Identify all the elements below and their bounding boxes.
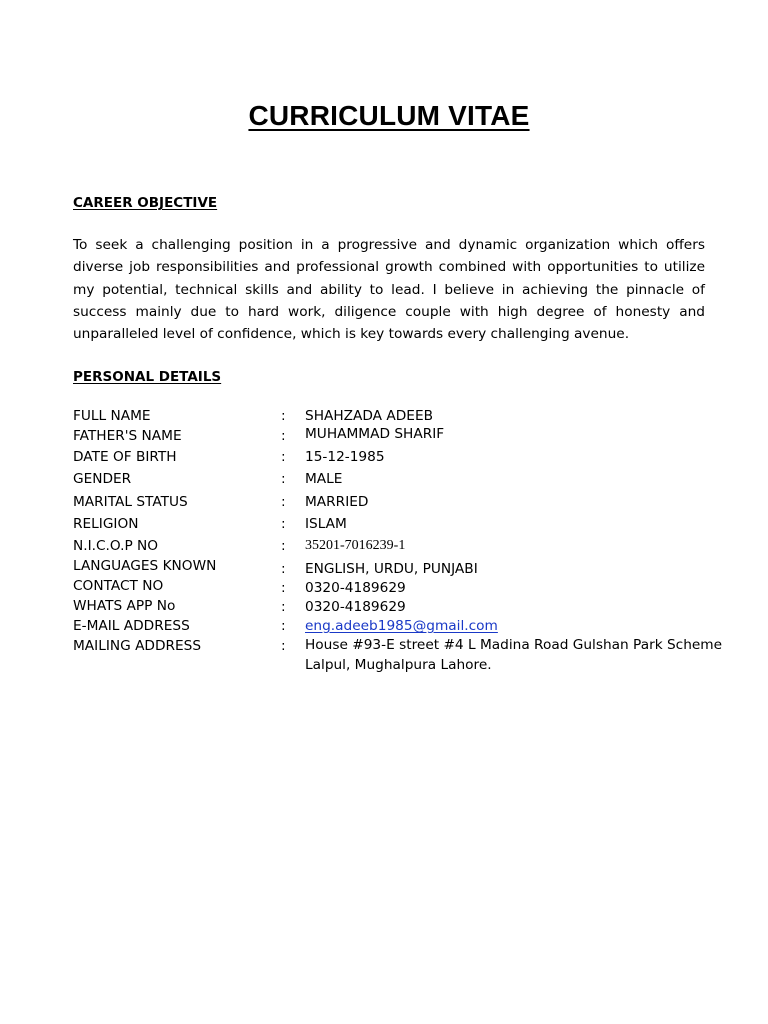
- detail-row-religion: [73, 514, 733, 534]
- detail-row-nicop-no: [73, 536, 733, 556]
- personal-details-heading: PERSONAL DETAILS: [73, 369, 222, 385]
- detail-value: ENGLISH, URDU, PUNJABI: [305, 561, 478, 577]
- detail-label: LANGUAGES KNOWN: [73, 558, 217, 574]
- career-objective-heading: CAREER OBJECTIVE: [73, 195, 218, 211]
- detail-value: 0320-4189629: [305, 599, 406, 615]
- detail-label: N.I.C.O.P NO: [73, 538, 159, 554]
- detail-value: ISLAM: [305, 516, 347, 532]
- detail-value: 0320-4189629: [305, 580, 406, 596]
- document-title: CURRICULUM VITAE: [248, 100, 530, 131]
- detail-row-gender: [73, 469, 733, 489]
- detail-separator: :: [281, 471, 286, 487]
- detail-label: WHATS APP No: [73, 598, 176, 614]
- detail-row-whatsapp-no: [73, 596, 733, 616]
- detail-separator: :: [281, 638, 286, 654]
- detail-separator: :: [281, 408, 286, 424]
- detail-separator: :: [281, 494, 286, 510]
- detail-row-contact-no: [73, 576, 733, 596]
- detail-row-marital-status: [73, 492, 733, 512]
- detail-value: MUHAMMAD SHARIF: [305, 426, 445, 442]
- detail-label: MAILING ADDRESS: [73, 638, 202, 654]
- detail-value: 35201-7016239-1: [305, 538, 406, 553]
- detail-separator: :: [281, 428, 286, 444]
- detail-row-email-address: [73, 616, 733, 636]
- detail-value: MALE: [305, 471, 343, 487]
- detail-value: 15-12-1985: [305, 449, 385, 465]
- detail-label: MARITAL STATUS: [73, 494, 188, 510]
- career-objective-text: To seek a challenging position in a progressive and dynamic organization which offers diverse job responsibilities and professional growth combined with opportunities to utilize my potential, technical skills and ability to lead. I believe in achieving the pinnacle of success mainly due to hard work, diligence couple with high degree of honesty and unparalleled level of confidence, which is key towards every challenging avenue.: [73, 237, 705, 343]
- detail-label: DATE OF BIRTH: [73, 449, 177, 465]
- detail-label: E-MAIL ADDRESS: [73, 618, 190, 634]
- detail-row-mailing-address: [73, 636, 733, 676]
- detail-row-fathers-name: [73, 426, 733, 446]
- detail-row-languages-known: [73, 556, 733, 576]
- detail-separator: :: [281, 538, 286, 554]
- detail-separator: :: [281, 449, 286, 465]
- detail-label: GENDER: [73, 471, 132, 487]
- detail-label: FULL NAME: [73, 408, 151, 424]
- detail-label: CONTACT NO: [73, 578, 164, 594]
- mailing-address-value: House #93-E street #4 L Madina Road Gulshan Park Scheme Lalpul, Mughalpura Lahore.: [305, 637, 723, 673]
- detail-label: RELIGION: [73, 516, 139, 532]
- detail-value: SHAHZADA ADEEB: [305, 408, 433, 424]
- detail-row-full-name: [73, 406, 733, 426]
- detail-separator: :: [281, 516, 286, 532]
- detail-separator: :: [281, 599, 286, 615]
- email-link[interactable]: eng.adeeb1985@gmail.com: [305, 618, 498, 634]
- detail-separator: :: [281, 618, 286, 634]
- detail-label: FATHER'S NAME: [73, 428, 182, 444]
- detail-row-date-of-birth: [73, 447, 733, 467]
- detail-separator: :: [281, 561, 286, 577]
- detail-separator: :: [281, 580, 286, 596]
- detail-value: MARRIED: [305, 494, 369, 510]
